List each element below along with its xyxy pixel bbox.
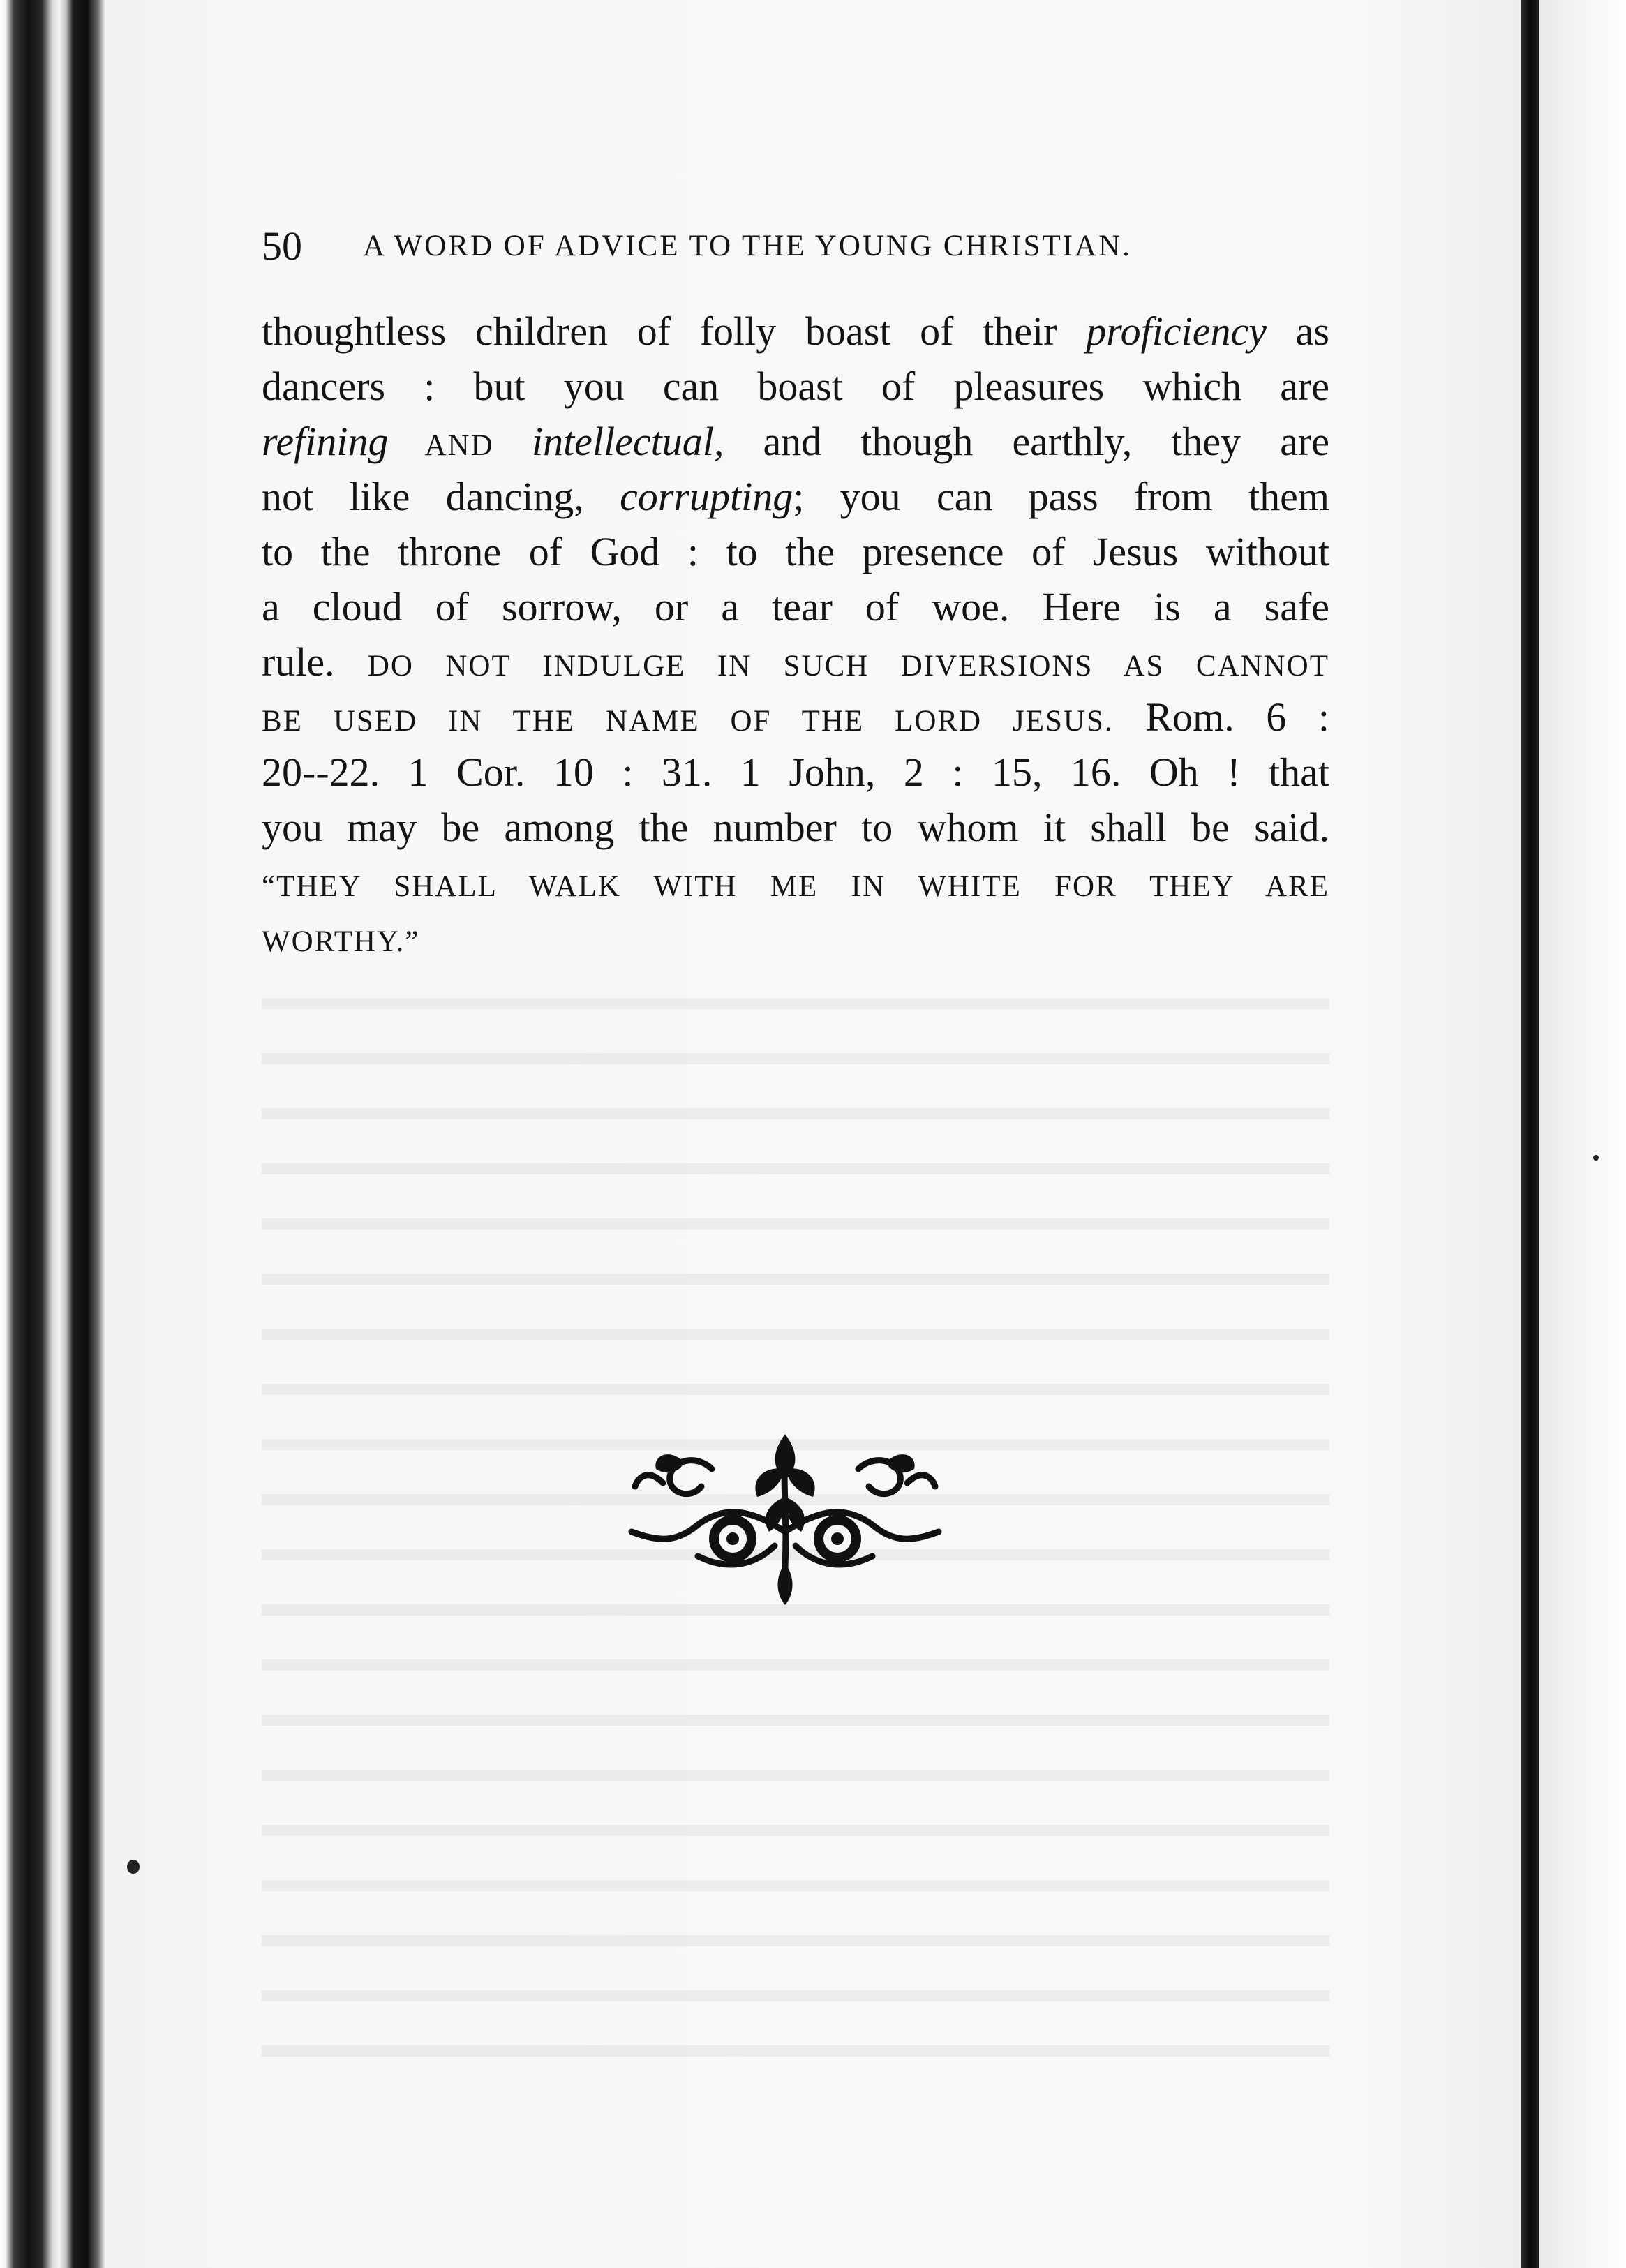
text-run: not like dancing,: [262, 474, 620, 519]
text-run: thoughtless children of folly boast of their: [262, 308, 1087, 354]
emphasis-intellectual: intellectual,: [531, 419, 724, 464]
text-line-3: [262, 414, 1329, 469]
floral-vignette-icon: [621, 1427, 949, 1609]
small-caps-and: AND: [388, 429, 532, 462]
small-caps-quote-end: WORTHY.”: [262, 925, 420, 958]
text-run: and though earthly, they are: [724, 419, 1329, 464]
next-page-margin: [1539, 0, 1626, 2268]
book-binding-left: [0, 0, 105, 2268]
small-caps-rule: DO NOT INDULGE IN SUCH DIVERSIONS AS CANNOT: [367, 650, 1329, 682]
emphasis-refining: refining: [262, 419, 389, 464]
text-line-5: to the throne of God : to the presence of Jesus without: [262, 529, 1329, 574]
text-line-9: 20--22. 1 Cor. 10 : 31. 1 John, 2 : 15, 16. Oh ! that: [262, 749, 1329, 795]
page-header: [262, 222, 1329, 271]
text-line-8: [262, 689, 1329, 745]
text-line-10: you may be among the number to whom it shall be said.: [262, 805, 1329, 850]
running-title: A WORD OF ADVICE TO THE YOUNG CHRISTIAN.: [363, 230, 1132, 262]
text-line-2: dancers : but you can boast of pleasures which are: [262, 364, 1329, 409]
text-run: rule.: [262, 639, 368, 685]
emphasis-corrupting: corrupting: [620, 474, 793, 519]
body-text: [262, 304, 1329, 965]
text-line-4: [262, 469, 1329, 524]
book-binding-right: [1521, 0, 1539, 2268]
text-line-12: [262, 910, 1329, 965]
text-run: ; you can pass from them: [793, 474, 1330, 519]
text-line-1: [262, 304, 1329, 359]
text-run: as: [1266, 308, 1329, 354]
ink-speck: [127, 1860, 140, 1874]
small-caps-quote: “THEY SHALL WALK WITH ME IN WHITE FOR THEY ARE: [262, 870, 1329, 903]
text-line-11: [262, 855, 1329, 910]
page-number: 50: [262, 223, 302, 269]
emphasis-proficiency: proficiency: [1086, 308, 1267, 354]
text-line-7: [262, 634, 1329, 689]
text-line-6: a cloud of sorrow, or a tear of woe. Here is a safe: [262, 584, 1329, 629]
text-run: Rom. 6 :: [1113, 694, 1330, 740]
ink-speck: [1593, 1155, 1599, 1161]
small-caps-rule-cont: BE USED IN THE NAME OF THE LORD JESUS.: [262, 705, 1114, 738]
